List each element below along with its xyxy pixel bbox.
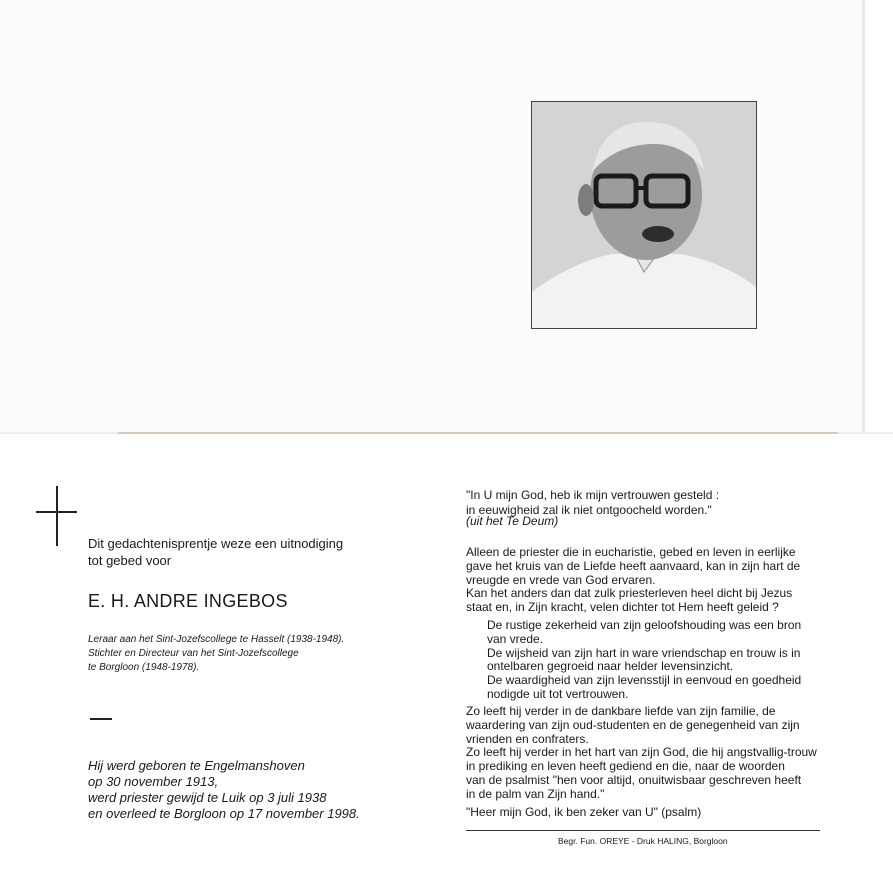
quote-line: in eeuwigheid zal ik niet ontgoocheld worden." <box>466 503 712 517</box>
paragraph-line: Zo leeft hij verder in de dankbare liefde van zijn familie, de <box>466 704 776 718</box>
bio-line: werd priester gewijd te Luik op 3 juli 1938 <box>88 790 327 805</box>
paragraph-line: vrienden en confraters. <box>466 731 589 746</box>
paragraph-legacy <box>466 705 817 802</box>
paragraph-line: staat en, in Zijn kracht, velen dichter tot Hem heeft geleid ? <box>466 600 779 615</box>
cross-icon <box>56 486 58 546</box>
role-line: Stichter en Directeur van het Sint-Jozefscollege <box>88 648 299 659</box>
paragraph-line: vreugde en vrede van God ervaren. <box>466 572 656 587</box>
bio-line: op 30 november 1913, <box>88 774 219 789</box>
roles-text <box>88 633 344 675</box>
paragraph-line: nodigde uit tot vertrouwen. <box>487 686 629 701</box>
paragraph-line: ontelbaren gegroeid naar helder levensinzicht. <box>487 659 734 674</box>
bio-line: en overleed te Borgloon op 17 november 1998. <box>88 806 360 821</box>
role-line: te Borgloon (1948-1978). <box>88 662 200 673</box>
separator-dash <box>90 718 112 720</box>
closing-quote: "Heer mijn God, ik ben zeker van U" (psalm) <box>466 805 702 819</box>
paragraph-line: in de palm van Zijn hand." <box>466 786 605 801</box>
portrait-photo <box>531 101 757 329</box>
paragraph-virtues <box>487 619 801 702</box>
paragraph-line: De wijsheid van zijn hart in ware vriendschap en trouw is in <box>487 645 801 660</box>
paragraph-line: De rustige zekerheid van zijn geloofshouding was een bron <box>487 618 802 632</box>
intro-line: tot gebed voor <box>88 553 172 568</box>
paragraph-line: De waardigheid van zijn levensstijl in eenvoud en goedheid <box>487 673 802 688</box>
quote-source: (uit het Te Deum) <box>466 514 559 528</box>
fold-mark <box>118 432 838 434</box>
paragraph-line: gave het kruis van de Liefde heeft aanvaard, kan in zijn hart de <box>466 558 801 573</box>
footer-rule <box>466 830 820 831</box>
quote-line: "In U mijn God, heb ik mijn vertrouwen gesteld : <box>466 488 720 502</box>
printer-credit: Begr. Fun. OREYE - Druk HALING, Borgloon <box>558 836 728 846</box>
paragraph-line: van vrede. <box>487 631 544 646</box>
role-line: Leraar aan het Sint-Jozefscollege te Hasselt (1938-1948). <box>88 634 345 645</box>
intro-line: Dit gedachtenisprentje weze een uitnodiging <box>88 536 344 551</box>
cross-icon-bar <box>36 511 77 513</box>
biography-text <box>88 758 360 822</box>
deceased-name: E. H. ANDRE INGEBOS <box>88 591 288 611</box>
invitation-text <box>88 535 343 569</box>
paragraph-line: van de psalmist "hen voor altijd, onuitwisbaar geschreven heeft <box>466 772 802 787</box>
paragraph-line: Zo leeft hij verder in het hart van zijn God, die hij angstvallig-trouw <box>466 745 817 760</box>
paragraph-line: Kan het anders dan dat zulk priesterleven heel dicht bij Jezus <box>466 586 793 601</box>
paragraph-priesthood <box>466 546 800 615</box>
paragraph-line: Alleen de priester die in eucharistie, gebed en leven in eerlijke <box>466 545 796 559</box>
card-edge <box>862 0 865 432</box>
paragraph-line: in prediking en leven heeft gediend en die, naar de woorden <box>466 759 785 774</box>
paragraph-line: waardering van zijn oud-studenten en de genegenheid van zijn <box>466 717 800 732</box>
bio-line: Hij werd geboren te Engelmanshoven <box>88 758 305 773</box>
